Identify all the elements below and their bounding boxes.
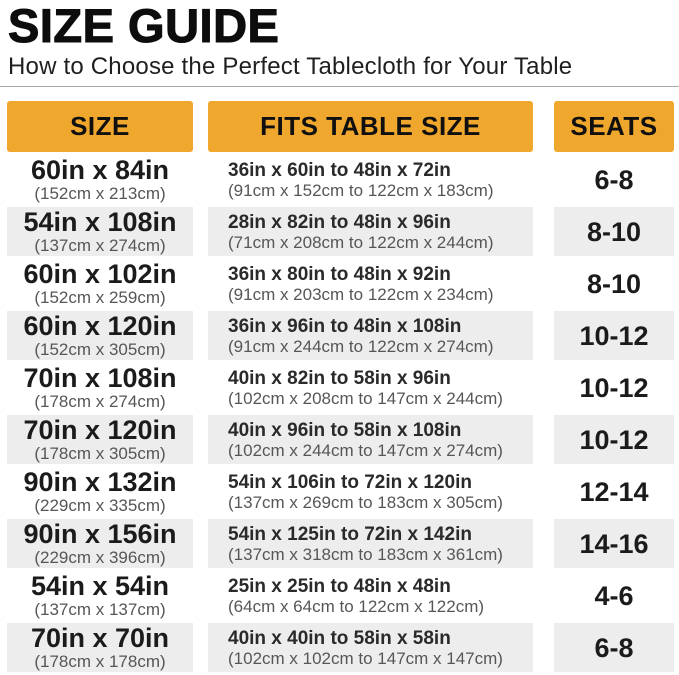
fits-cm-text: (102cm x 208cm to 147cm x 244cm) (228, 388, 503, 408)
seats-cell (554, 259, 674, 308)
table-row (0, 311, 679, 360)
size-inches-text: 90in x 132in (23, 466, 177, 497)
size-cm-text: (137cm x 137cm) (34, 599, 166, 619)
header-label-fits: FITS TABLE SIZE (260, 111, 481, 141)
fits-cm-text: (102cm x 102cm to 147cm x 147cm) (228, 648, 503, 668)
size-inches-text: 60in x 84in (30, 154, 170, 185)
seats-value: 10-12 (579, 372, 649, 403)
table-row (0, 467, 679, 516)
size-cell (7, 467, 193, 516)
table-row (0, 623, 679, 672)
table-row (0, 207, 679, 256)
fits-cm-text: (102cm x 244cm to 147cm x 274cm) (228, 440, 503, 460)
size-cell (7, 415, 193, 464)
table-header-row (0, 101, 679, 152)
size-cm-text: (178cm x 178cm) (34, 651, 166, 671)
divider-line (0, 86, 679, 87)
header-cell-seats (554, 101, 674, 152)
fits-cell (208, 311, 533, 360)
seats-cell (554, 155, 674, 204)
size-inches-text: 90in x 156in (23, 518, 177, 549)
header-label-size: SIZE (70, 111, 130, 141)
size-cell (7, 311, 193, 360)
fits-inches-text: 36in x 80in to 48in x 92in (228, 263, 451, 285)
table-row (0, 363, 679, 412)
fits-inches-text: 54in x 106in to 72in x 120in (228, 471, 472, 493)
seats-value: 10-12 (579, 320, 649, 351)
fits-inches-text: 40in x 40in to 58in x 58in (228, 627, 451, 649)
size-cm-text: (178cm x 305cm) (34, 443, 166, 463)
seats-cell (554, 467, 674, 516)
size-cm-text: (152cm x 213cm) (34, 183, 166, 203)
page-subtitle: How to Choose the Perfect Tablecloth for Your Table (8, 53, 573, 80)
fits-cell (208, 155, 533, 204)
fits-inches-text: 40in x 82in to 58in x 96in (228, 367, 451, 389)
seats-value: 8-10 (586, 216, 642, 247)
fits-cm-text: (71cm x 208cm to 122cm x 244cm) (228, 232, 494, 252)
table-row (0, 519, 679, 568)
fits-cm-text: (64cm x 64cm to 122cm x 122cm) (228, 596, 485, 616)
seats-cell (554, 207, 674, 256)
header-cell-size (7, 101, 193, 152)
size-cell (7, 259, 193, 308)
size-cell (7, 155, 193, 204)
seats-cell (554, 571, 674, 620)
seats-cell (554, 623, 674, 672)
fits-cell (208, 363, 533, 412)
seats-cell (554, 415, 674, 464)
table-row (0, 415, 679, 464)
size-guide-table (0, 101, 679, 672)
size-cm-text: (229cm x 396cm) (34, 547, 166, 567)
fits-inches-text: 36in x 60in to 48in x 72in (228, 159, 451, 181)
seats-cell (554, 311, 674, 360)
seats-value: 6-8 (594, 164, 634, 195)
fits-cm-text: (91cm x 203cm to 122cm x 234cm) (228, 284, 494, 304)
fits-cm-text: (137cm x 318cm to 183cm x 361cm) (228, 544, 503, 564)
seats-value: 6-8 (594, 632, 634, 663)
size-cm-text: (229cm x 335cm) (34, 495, 166, 515)
size-cell (7, 207, 193, 256)
fits-cm-text: (137cm x 269cm to 183cm x 305cm) (228, 492, 503, 512)
seats-value: 12-14 (579, 476, 649, 507)
size-cm-text: (178cm x 274cm) (34, 391, 166, 411)
seats-value: 14-16 (579, 528, 649, 559)
seats-value: 4-6 (594, 580, 634, 611)
fits-inches-text: 36in x 96in to 48in x 108in (228, 315, 462, 337)
size-inches-text: 70in x 108in (23, 362, 177, 393)
table-row (0, 259, 679, 308)
size-cell (7, 571, 193, 620)
fits-cm-text: (91cm x 244cm to 122cm x 274cm) (228, 336, 494, 356)
header-cell-fits (208, 101, 533, 152)
table-row (0, 571, 679, 620)
fits-cell (208, 207, 533, 256)
size-inches-text: 60in x 120in (23, 310, 177, 341)
table-row (0, 155, 679, 204)
size-cm-text: (152cm x 305cm) (34, 339, 166, 359)
header-label-seats: SEATS (570, 111, 658, 141)
size-inches-text: 60in x 102in (23, 258, 177, 289)
seats-cell (554, 519, 674, 568)
size-inches-text: 70in x 70in (30, 622, 170, 653)
seats-value: 10-12 (579, 424, 649, 455)
seats-cell (554, 363, 674, 412)
fits-inches-text: 25in x 25in to 48in x 48in (228, 575, 451, 597)
size-cm-text: (137cm x 274cm) (34, 235, 166, 255)
page-title: SIZE GUIDE (8, 0, 280, 52)
fits-cell (208, 259, 533, 308)
size-cell (7, 363, 193, 412)
seats-value: 8-10 (586, 268, 642, 299)
size-inches-text: 54in x 108in (23, 206, 177, 237)
fits-cm-text: (91cm x 152cm to 122cm x 183cm) (228, 180, 494, 200)
fits-cell (208, 623, 533, 672)
fits-cell (208, 571, 533, 620)
size-inches-text: 54in x 54in (30, 570, 170, 601)
fits-inches-text: 28in x 82in to 48in x 96in (228, 211, 451, 233)
table-body (0, 155, 679, 672)
fits-cell (208, 519, 533, 568)
fits-cell (208, 467, 533, 516)
fits-cell (208, 415, 533, 464)
size-inches-text: 70in x 120in (23, 414, 177, 445)
size-cell (7, 519, 193, 568)
size-cm-text: (152cm x 259cm) (34, 287, 166, 307)
fits-inches-text: 40in x 96in to 58in x 108in (228, 419, 462, 441)
size-cell (7, 623, 193, 672)
fits-inches-text: 54in x 125in to 72in x 142in (228, 523, 472, 545)
